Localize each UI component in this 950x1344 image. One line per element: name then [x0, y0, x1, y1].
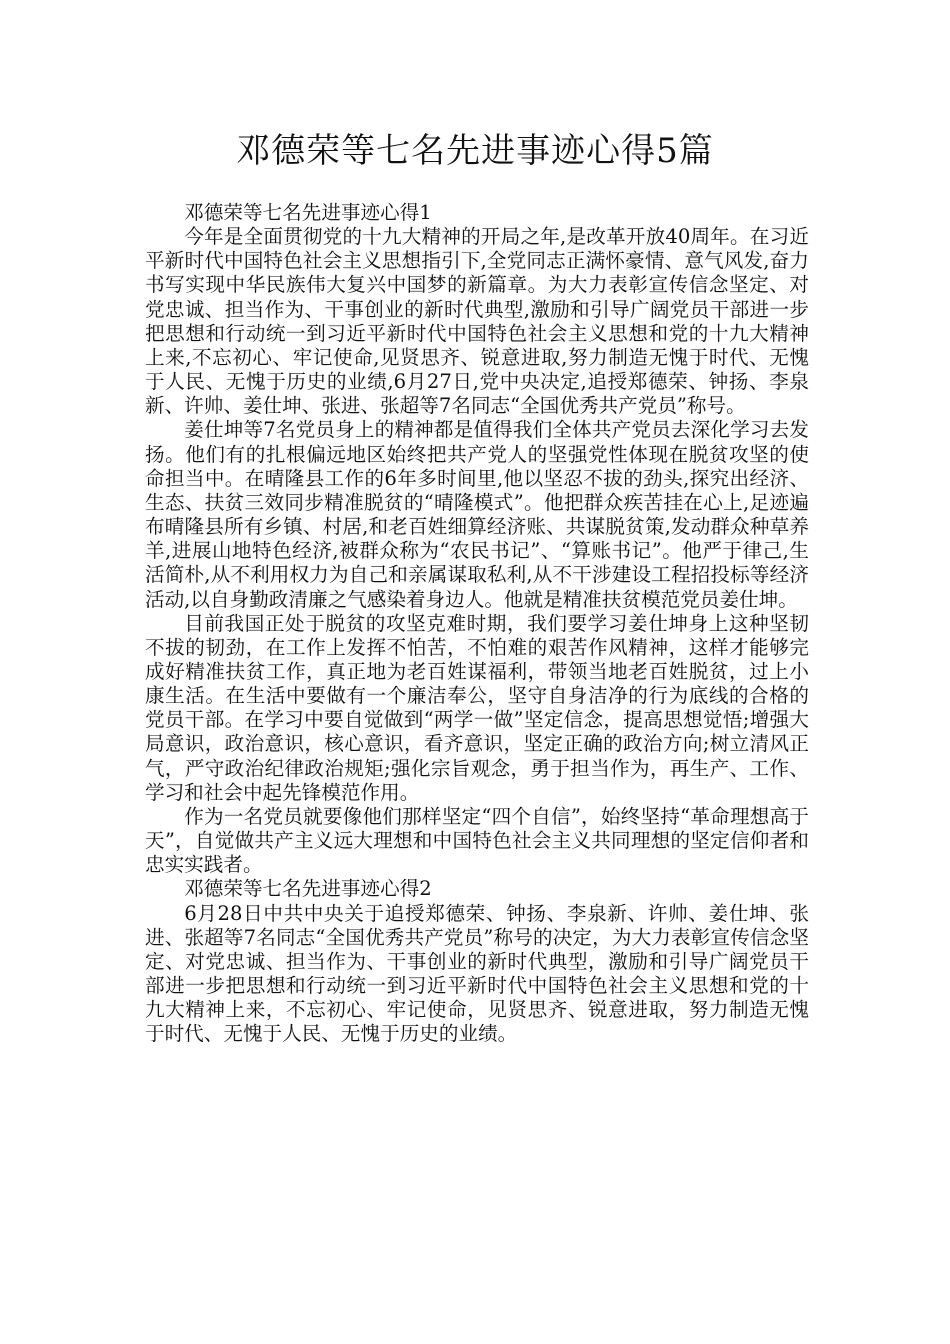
document-body [145, 201, 809, 1046]
document-title: 邓德荣等七名先进事迹心得5篇 [236, 131, 714, 171]
paragraph-jiang-shikun: 姜仕坤等7名党员身上的精神都是值得我们全体共产党员去深化学习去发扬。他们有的扎根偏远地区始终把共产党人的坚强党性体现在脱贫攻坚的使命担当中。在晴隆县工作的6年多时间里,他以坚忍不拔的劲头,探究出经济、生态、扶贫三效同步精准脱贫的“晴隆模式”。他把群众疾苦挂在心上,足迹遍布晴隆县所有乡镇、村居,和老百姓细算经济账、共谋脱贫策,发动群众种草养羊,进展山地特色经济,被群众称为“农民书记”、“算账书记”。他严于律己,生活简朴,从不利用权力为自己和亲属谋取私利,从不干涉建设工程招投标等经济活动,以自身勤政清廉之气感染着身边人。他就是精准扶贫模范党员姜仕坤。 [145, 418, 809, 611]
paragraph-learning: 目前我国正处于脱贫的攻坚克难时期，我们要学习姜仕坤身上这种坚韧不拔的韧劲，在工作上发挥不怕苦，不怕难的艰苦作风精神，这样才能够完成好精准扶贫工作，真正地为老百姓谋福利，带领当地老百姓脱贫，过上小康生活。在生活中要做有一个廉洁奉公，坚守自身洁净的行为底线的合格的党员干部。在学习中要自觉做到“两学一做”坚定信念，提高思想觉悟;增强大局意识，政治意识，核心意识，看齐意识，坚定正确的政治方向;树立清风正气，严守政治纪律政治规矩;强化宗旨观念，勇于担当作为，再生产、工作、学习和社会中起先锋模范作用。 [145, 611, 809, 804]
paragraph-four-confidences: 作为一名党员就要像他们那样坚定“四个自信”，始终坚持“革命理想高于天”，自觉做共产主义远大理想和中国特色社会主义共同理想的坚定信仰者和忠实实践者。 [145, 804, 809, 877]
paragraph-intro: 今年是全面贯彻党的十九大精神的开局之年,是改革开放40周年。在习近平新时代中国特色社会主义思想指引下,全党同志正满怀豪情、意气风发,奋力书写实现中华民族伟大复兴中国梦的新篇章。为大力表彰宣传信念坚定、对党忠诚、担当作为、干事创业的新时代典型,激励和引导广阔党员干部进一步把思想和行动统一到习近平新时代中国特色社会主义思想和党的十九大精神上来,不忘初心、牢记使命,见贤思齐、锐意进取,努力制造无愧于时代、无愧于人民、无愧于历史的业绩,6月27日,党中央决定,追授郑德荣、钟扬、李泉新、许帅、姜仕坤、张进、张超等7名同志“全国优秀共产党员”称号。 [145, 225, 809, 418]
section-heading-2: 邓德荣等七名先进事迹心得2 [184, 877, 432, 901]
section-heading-1: 邓德荣等七名先进事迹心得1 [184, 201, 432, 224]
paragraph-decision: 6月28日中共中央关于追授郑德荣、钟扬、李泉新、许帅、姜仕坤、张进、张超等7名同志“全国优秀共产党员”称号的决定，为大力表彰宣传信念坚定、对党忠诚、担当作为、干事创业的新时代典型，激励和引导广阔党员干部进一步把思想和行动统一到习近平新时代中国特色社会主义思想和党的十九大精神上来，不忘初心、牢记使命，见贤思齐、锐意进取，努力制造无愧于时代、无愧于人民、无愧于历史的业绩。 [145, 901, 809, 1046]
